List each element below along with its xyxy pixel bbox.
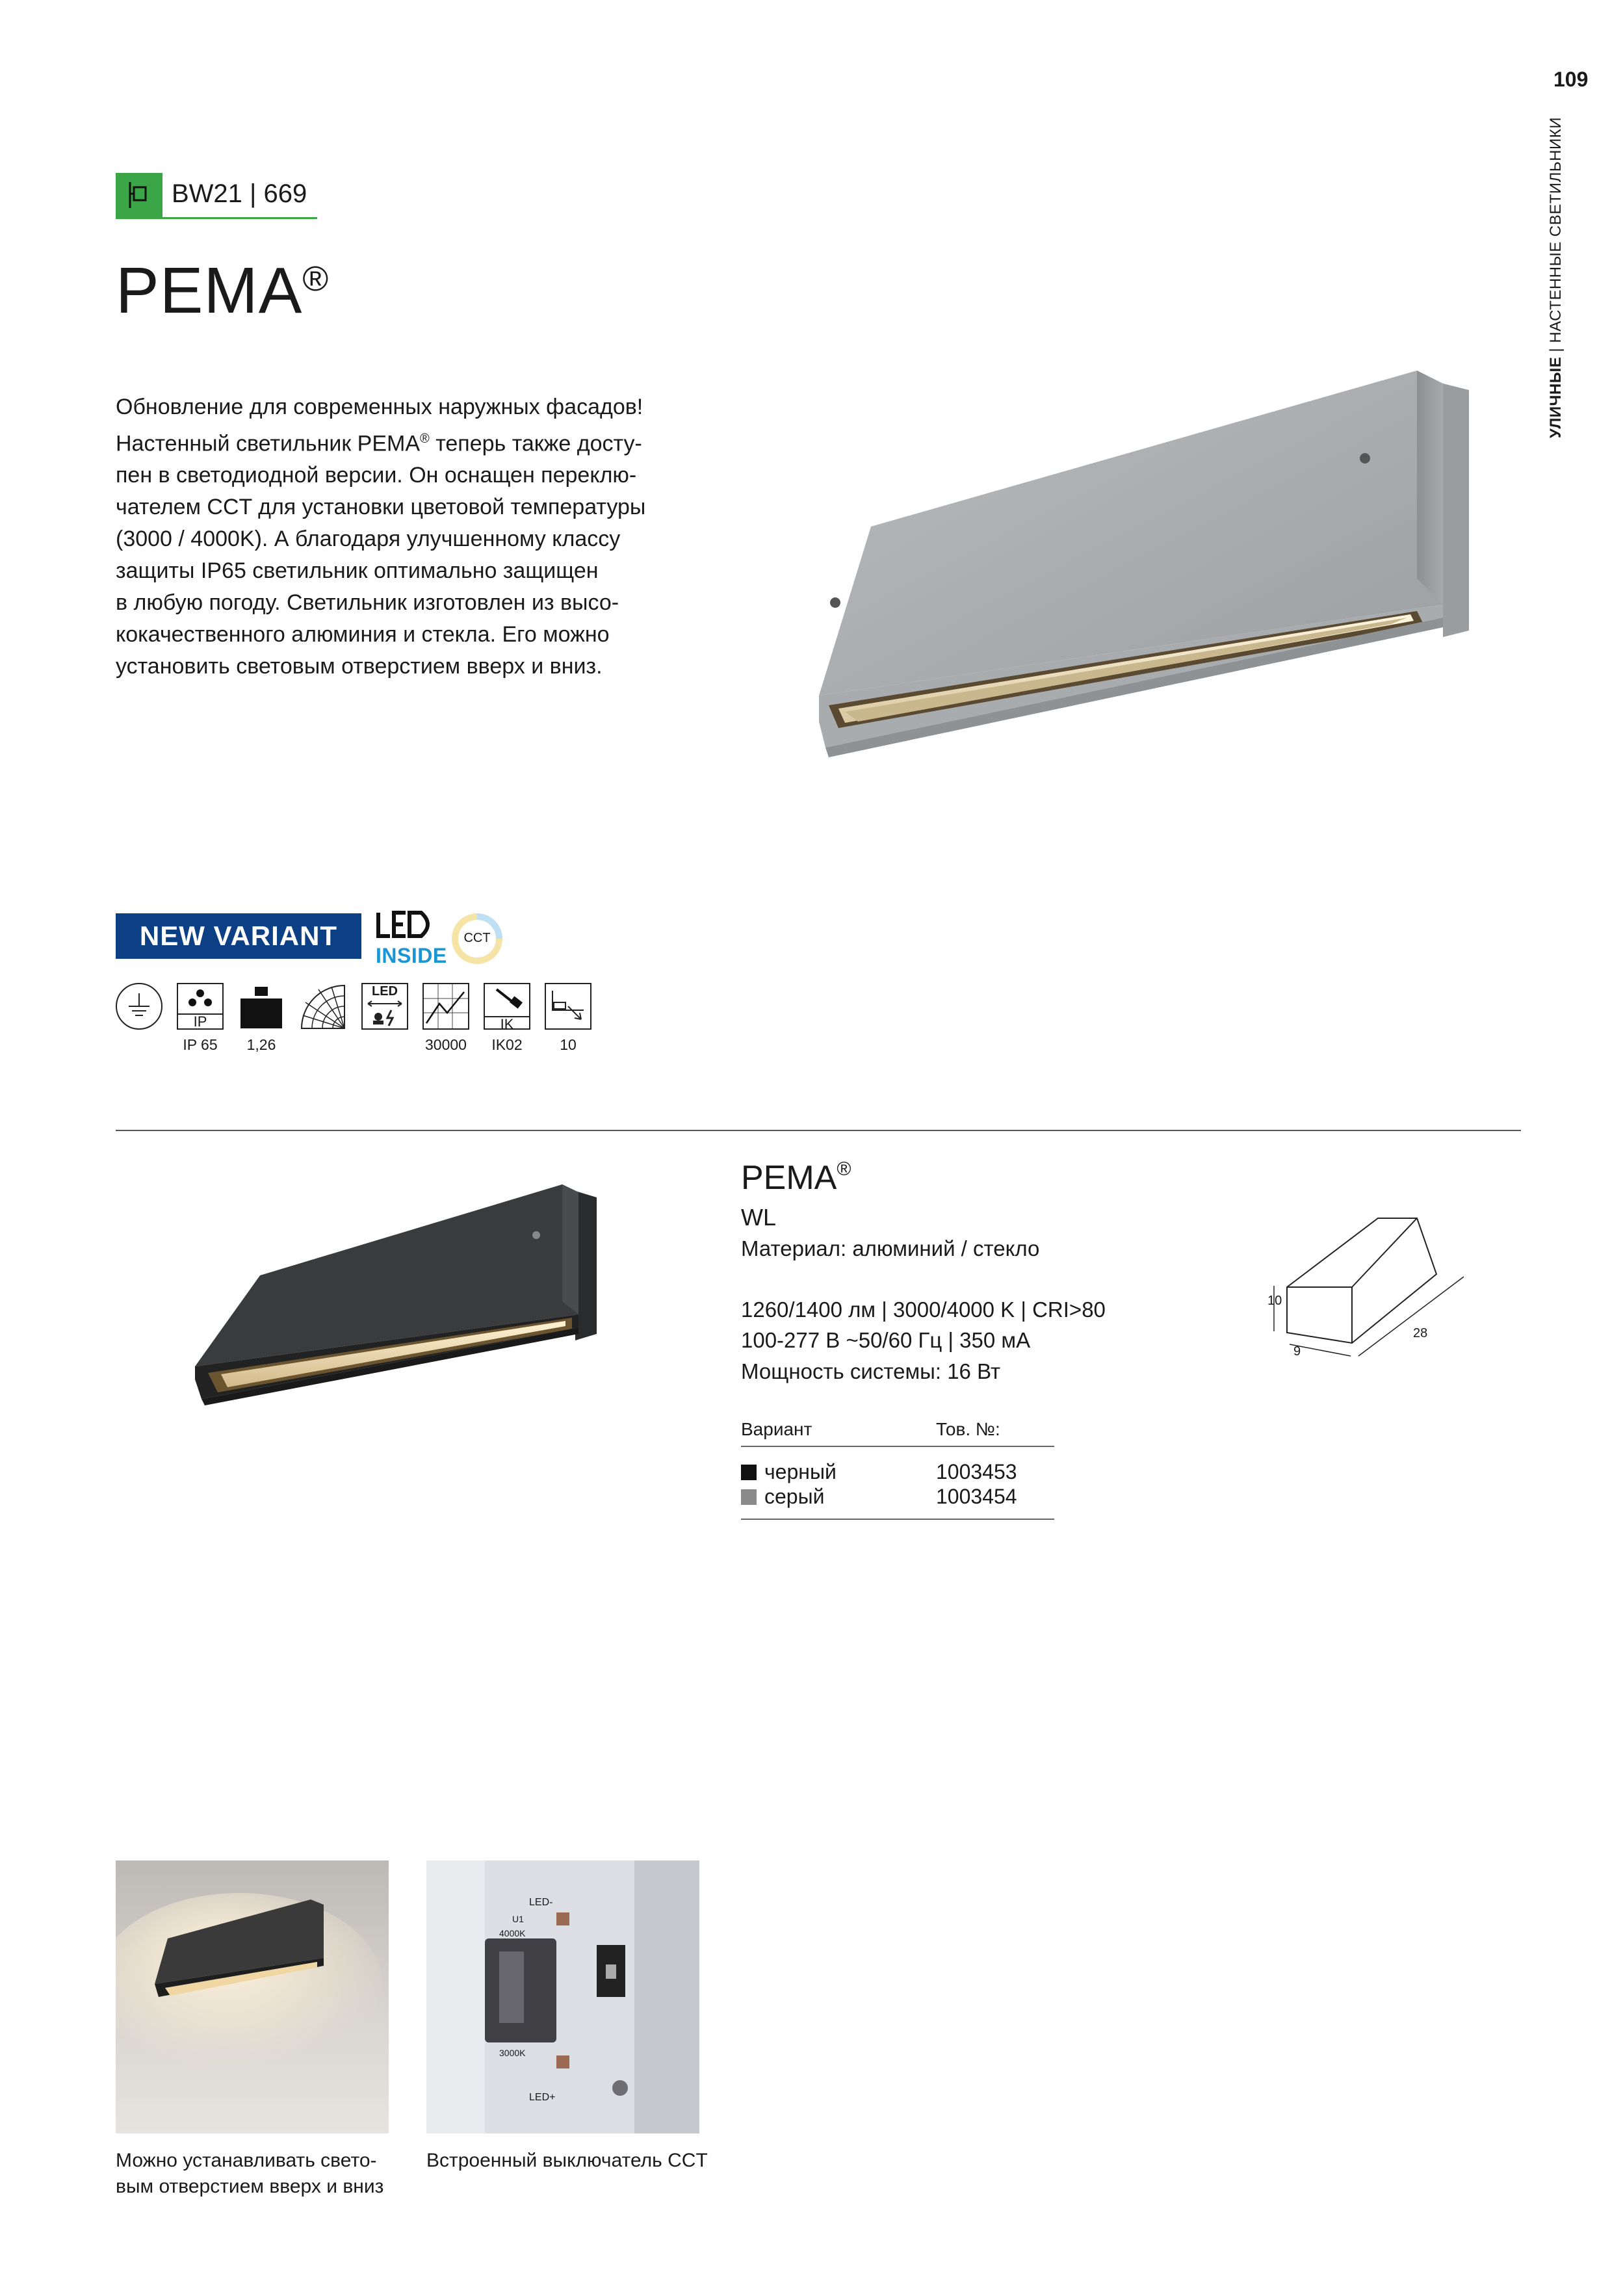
pcb-label: LED-	[529, 1897, 553, 1908]
pcb-label: U1	[512, 1914, 524, 1924]
page-title	[116, 254, 329, 328]
product-name: PEMA	[741, 1159, 837, 1197]
pcb-label: LED+	[529, 2092, 556, 2103]
photo-caption-1	[116, 2148, 383, 2200]
dimension-depth: 9	[1293, 1344, 1301, 1359]
product-spec-lumen: 1260/1400 лм | 3000/4000 K | CRI>80	[741, 1298, 1106, 1322]
intro-line: Настенный светильник PEMA® теперь также досту-	[116, 431, 642, 456]
category-badge	[116, 173, 162, 217]
table-row	[741, 1460, 837, 1484]
product-registered-mark: ®	[837, 1158, 851, 1180]
variant-sku: 1003454	[936, 1485, 1017, 1508]
dimension-drawing	[1261, 1209, 1482, 1365]
intro-line: установить световым отверстием вверх и вниз.	[116, 654, 603, 679]
pcb-label: 4000K	[499, 1928, 526, 1938]
icon-caption: IK02	[491, 1036, 523, 1053]
photo-cct-switch	[426, 1860, 699, 2133]
title-text: PEMA	[116, 254, 303, 327]
ip-rating-icon	[177, 983, 224, 1030]
intro-line: (3000 / 4000K). А благодаря улучшенному классу	[116, 527, 621, 552]
intro-line: защиты IP65 светильник оптимально защищен	[116, 558, 599, 584]
variant-name: серый	[764, 1485, 825, 1508]
led-icon	[376, 910, 447, 941]
section-side-label	[1547, 117, 1573, 442]
pcb-photo-image	[426, 1860, 699, 2133]
ip-label: IP	[178, 1013, 222, 1029]
cct-label: CCT	[463, 931, 491, 945]
wall-lamp-icon	[116, 173, 162, 217]
registered-mark: ®	[302, 259, 330, 298]
ik-label: IK	[485, 1016, 529, 1032]
hero-product-image	[767, 358, 1495, 774]
variant-name: черный	[764, 1460, 837, 1483]
cct-badge	[450, 911, 504, 966]
product-type: WL	[741, 1204, 776, 1231]
lifetime-icon	[422, 983, 469, 1030]
table-header-variant: Вариант	[741, 1419, 812, 1439]
pcb-label: 3000K	[499, 2048, 526, 2058]
icon-caption: IP 65	[183, 1036, 218, 1053]
new-variant-badge: NEW VARIANT	[116, 913, 361, 959]
led-driver-label: LED	[372, 984, 398, 998]
section-divider	[116, 1130, 1521, 1131]
table-header-sku: Тов. №:	[936, 1419, 1000, 1439]
min-distance-icon	[545, 983, 591, 1030]
table-row	[741, 1485, 824, 1509]
category-underline	[116, 217, 317, 219]
caption-line: вым отверстием вверх и вниз	[116, 2176, 384, 2197]
dimension-height: 10	[1267, 1294, 1282, 1308]
intro-line: пен в светодиодной версии. Он оснащен переклю-	[116, 463, 637, 488]
photo-wall-mounted	[116, 1860, 389, 2133]
intro-text	[116, 391, 688, 683]
product-image-black	[188, 1178, 604, 1412]
caption-line: Встроенный выключатель CCT	[426, 2150, 708, 2171]
wall-lamp-photo-image	[116, 1860, 389, 2133]
table-rule-bottom	[741, 1519, 1054, 1520]
page-number: 109	[1553, 68, 1589, 91]
color-swatch-black	[741, 1465, 757, 1480]
side-label-rest: | НАСТЕННЫЕ СВЕТИЛЬНИКИ	[1547, 117, 1565, 357]
table-rule-top	[741, 1446, 1054, 1447]
beam-angle-icon	[299, 983, 351, 1030]
photo-caption-2	[426, 2148, 708, 2174]
led-inside-logo	[376, 910, 447, 967]
icon-caption: 1,26	[246, 1036, 276, 1053]
protection-class-icon	[116, 983, 162, 1030]
dimension-length: 28	[1413, 1326, 1428, 1340]
intro-line: Обновление для современных наружных фасадов!	[116, 395, 643, 419]
color-swatch-grey	[741, 1489, 757, 1505]
icon-caption: 10	[560, 1036, 577, 1053]
intro-line: чателем CCT для установки цветовой температуры	[116, 495, 646, 520]
side-label-bold: УЛИЧНЫЕ	[1547, 356, 1565, 439]
variant-sku: 1003453	[936, 1460, 1017, 1483]
weight-icon	[238, 983, 285, 1030]
product-material: Материал: алюминий / стекло	[741, 1236, 1040, 1260]
ik-rating-icon	[484, 983, 530, 1030]
caption-line: Можно устанавливать свето-	[116, 2150, 377, 2171]
product-title	[741, 1158, 851, 1197]
product-spec-voltage: 100-277 В ~50/60 Гц | 350 мА	[741, 1328, 1031, 1352]
intro-line: в любую погоду. Светильник изготовлен из высо-	[116, 590, 619, 616]
led-driver-icon	[361, 983, 408, 1030]
intro-line: кокачественного алюминия и стекла. Его можно	[116, 622, 610, 647]
category-code: BW21 | 669	[172, 179, 307, 208]
led-inside-text: INSIDE	[376, 944, 447, 967]
icon-caption: 30000	[425, 1036, 467, 1053]
product-spec-power: Мощность системы: 16 Вт	[741, 1359, 1001, 1383]
